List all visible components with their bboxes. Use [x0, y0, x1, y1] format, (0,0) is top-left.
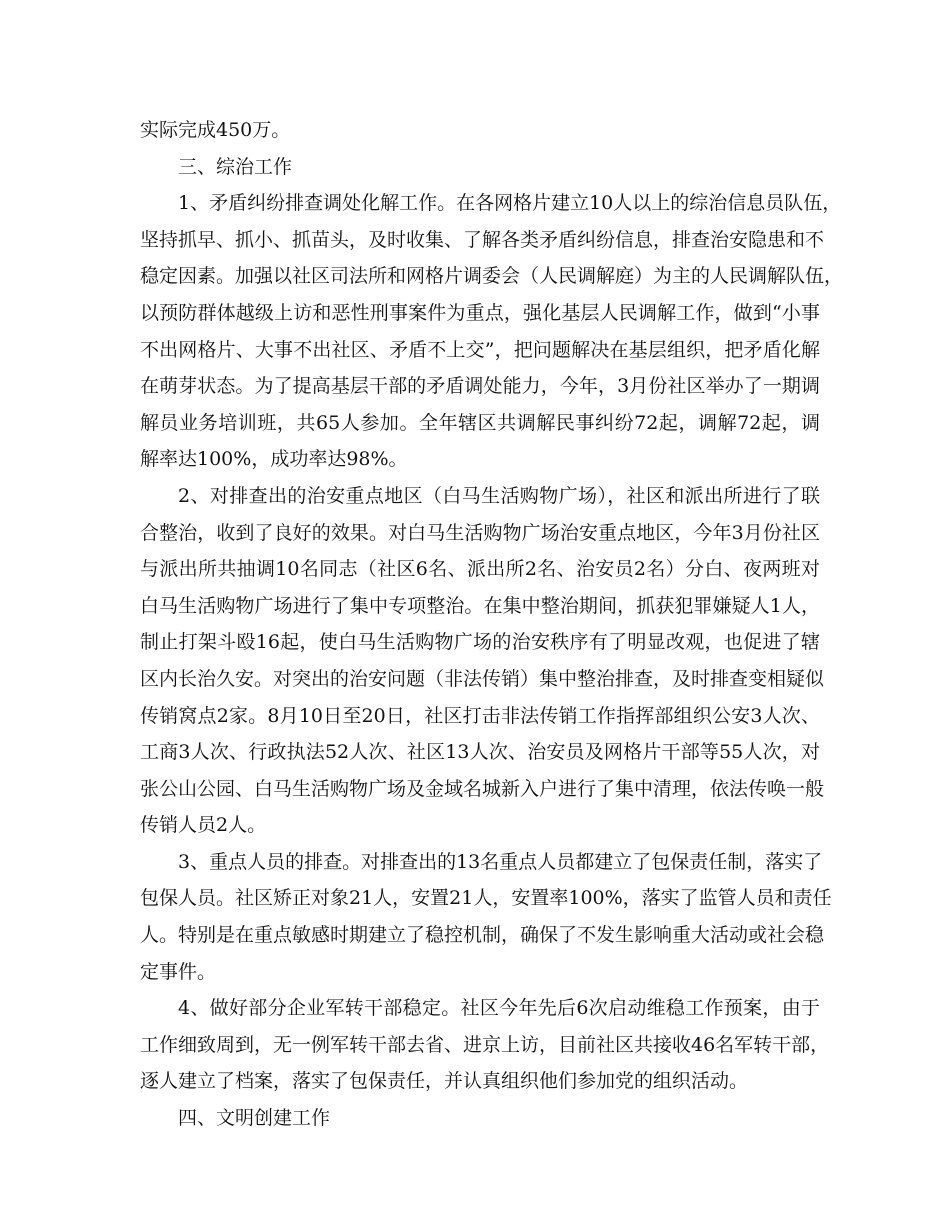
text-line: 4、做好部分企业军转干部稳定。社区今年先后6次启动维稳工作预案，由于	[178, 997, 820, 1020]
text-line: 定事件。	[140, 960, 217, 983]
text-line: 在萌芽状态。为了提高基层干部的矛盾调处能力，今年，3月份社区举办了一期调	[140, 375, 820, 398]
text-line: 合整治，收到了良好的效果。对白马生活购物广场治安重点地区，今年3月份社区	[140, 521, 820, 544]
text-line: 3、重点人员的排查。对排查出的13名重点人员都建立了包保责任制，落实了	[178, 850, 823, 873]
document-body	[140, 112, 844, 1137]
text-line: 人。特别是在重点敏感时期建立了稳控机制，确保了不发生影响重大活动或社会稳	[140, 924, 825, 947]
text-line: 坚持抓早、抓小、抓苗头，及时收集、了解各类矛盾纠纷信息，排查治安隐患和不	[140, 228, 825, 251]
text-line: 与派出所共抽调10名同志（社区6名、派出所2名、治安员2名）分白、夜两班对	[140, 558, 820, 581]
text-line: 区内长治久安。对突出的治安问题（非法传销）集中整治排查，及时排查变相疑似	[140, 667, 825, 690]
text-line: 传销窝点2家。8月10日至20日，社区打击非法传销工作指挥部组织公安3人次、	[140, 704, 820, 727]
text-line: 张公山公园、白马生活购物广场及金域名城新入户进行了集中清理，依法传唤一般	[140, 777, 825, 800]
text-line: 逐人建立了档案，落实了包保责任，并认真组织他们参加党的组织活动。	[140, 1070, 749, 1093]
document-page	[140, 112, 844, 1137]
text-line: 工作细致周到，无一例军转干部去省、进京上访，目前社区共接收46名军转干部，	[140, 1033, 830, 1056]
text-line: 解率达100%，成功率达98%。	[140, 448, 408, 471]
text-line: 解员业务培训班，共65人参加。全年辖区共调解民事纠纷72起，调解72起，调	[140, 411, 820, 434]
text-line: 工商3人次、行政执法52人次、社区13人次、治安员及网格片干部等55人次，对	[140, 741, 820, 764]
text-line: 三、综治工作	[178, 155, 293, 178]
text-line: 实际完成450万。	[140, 119, 291, 141]
text-line: 2、对排查出的治安重点地区（白马生活购物广场），社区和派出所进行了联	[178, 484, 820, 507]
text-line: 不出网格片、大事不出社区、矛盾不上交”，把问题解决在基层组织，把矛盾化解	[140, 338, 820, 361]
text-line: 传销人员2人。	[140, 814, 267, 837]
text-line: 以预防群体越级上访和恶性刑事案件为重点，强化基层人民调解工作，做到“小事	[140, 301, 820, 324]
text-line: 四、文明创建工作	[178, 1107, 331, 1130]
text-line: 稳定因素。加强以社区司法所和网格片调委会（人民调解庭）为主的人民调解队伍，	[140, 265, 844, 288]
text-line: 1、矛盾纠纷排查调处化解工作。在各网格片建立10人以上的综治信息员队伍，	[178, 192, 842, 215]
text-line: 白马生活购物广场进行了集中专项整治。在集中整治期间，抓获犯罪嫌疑人1人，	[140, 594, 820, 617]
text-line: 制止打架斗殴16起，使白马生活购物广场的治安秩序有了明显改观，也促进了辖	[140, 631, 820, 654]
text-line: 包保人员。社区矫正对象21人，安置21人，安置率100%，落实了监管人员和责任	[140, 887, 832, 910]
